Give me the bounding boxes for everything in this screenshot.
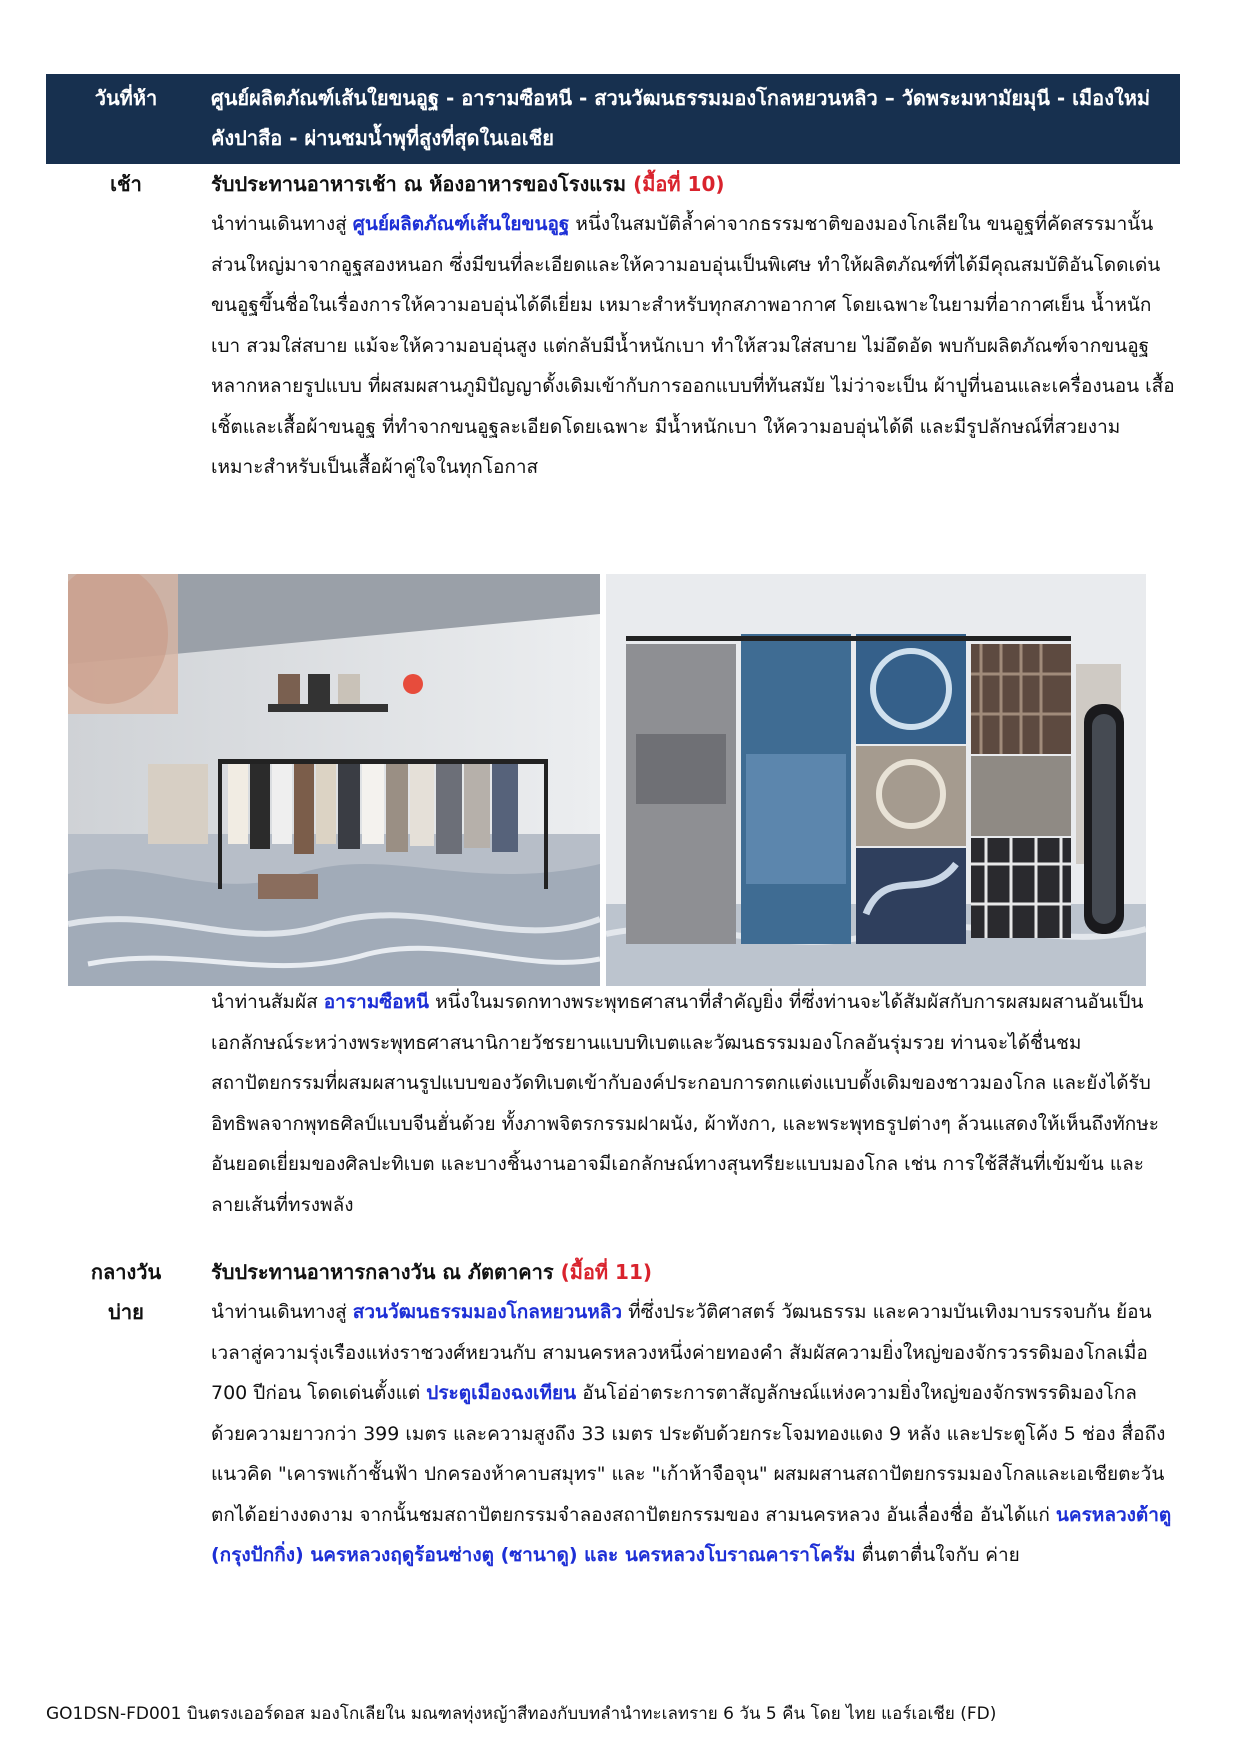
page-footer: GO1DSN-FD001 บินตรงเออร์ดอส มองโกเลียใน มณฑลทุ่งหญ้าสีทองกับบทลำนำทะเลทราย 6 วัน 5 คืน โดย ไทย แอร์เอเชีย (FD)	[46, 1704, 997, 1724]
lunch-text: รับประทานอาหารกลางวัน ณ ภัตตาคาร	[211, 1260, 561, 1284]
lunch-line	[211, 1252, 1176, 1292]
lunch-meal-number: (มื้อที่ 11)	[560, 1260, 653, 1284]
p1-intro: นำท่านเดินทางสู่	[211, 213, 353, 235]
sini-monastery-name: อารามซือหนี	[323, 991, 430, 1013]
camel-wool-paragraph	[211, 204, 1176, 488]
p2-body: หนึ่งในมรดกทางพระพุทธศาสนาที่สำคัญยิ่ง ที่ซึ่งท่านจะได้สัมผัสกับการผสมผสานอันเป็นเอกลักษณ์ระหว่างพระพุทธศาสนานิกายวัชรยานแบบทิเบตและวัฒนธรรมมองโกลอันรุ่มรวย ท่านจะได้ชื่นชมสถาปัตยกรรมที่ผสมผสานรูปแบบของวัดทิเบตเข้ากับองค์ประกอบการตกแต่งแบบดั้งเดิมของชาวมองโกล และยังได้รับอิทธิพลจากพุทธศิลป์แบบจีนฮั่นด้วย ทั้งภาพจิตรกรรมฝาผนัง, ผ้าทังกา, และพระพุทธรูปต่างๆ ล้วนแสดงให้เห็นถึงทักษะอันยอดเยี่ยมของศิลปะทิเบต และบางชิ้นงานอาจมีเอกลักษณ์ทางสุนทรียะแบบมองโกล เช่น การใช้สีสันที่เข้มข้น และลายเส้นที่ทรงพลัง	[211, 991, 1160, 1216]
breakfast-line	[211, 164, 1176, 204]
three-capitals-names: นครหลวงต้าตู (กรุงปักกิ่ง) นครหลวงฤดูร้อนซ่างตู (ซานาดู) และ นครหลวงโบราณคาราโครัม	[211, 1503, 1172, 1566]
breakfast-text: รับประทานอาหารเช้า ณ ห้องอาหารของโรงแรม	[211, 172, 634, 196]
photo-clothing-racks	[68, 574, 600, 986]
a-body-2: อันโอ่อ่าตระการตาสัญลักษณ์แห่งความยิ่งใหญ่ของจักรพรรดิมองโกล ด้วยความยาวกว่า 399 เมตร และความสูงถึง 33 เมตร ประดับด้วยกระโจมทองแดง 9 หลัง และประตูโค้ง 5 ช่อง สื่อถึงแนวคิด "เคารพเก้าชั้นฟ้า ปกครองห้าคาบสมุทร" และ "เก้าห้าจือจุน" ผสมผสานสถาปัตยกรรมมองโกลและเอเชียตะวันตกได้อย่างงดงาม จากนั้นชมสถาปัตยกรรมจำลองสถาปัตยกรรมของ สามนครหลวง อันเลื่องชื่อ อันได้แก่	[211, 1382, 1166, 1526]
p2-intro: นำท่านสัมผัส	[211, 991, 324, 1013]
sini-monastery-paragraph	[211, 982, 1176, 1225]
breakfast-meal-number: (มื้อที่ 10)	[633, 172, 725, 196]
photo-blanket-display	[606, 574, 1146, 986]
a-body-1: ที่ซึ่งประวัติศาสตร์ วัฒนธรรม และความบันเทิงมาบรรจบกัน ย้อนเวลาสู่ความรุ่งเรืองแห่งราชวงศ์หยวนกับ สามนครหลวงหนึ่งค่ายทองคำ สัมผัสความยิ่งใหญ่ของจักรวรรดิมองโกลเมื่อ 700 ปีก่อน โดดเด่นตั้งแต่	[211, 1301, 1152, 1404]
day-header	[46, 74, 1180, 164]
a-intro: นำท่านเดินทางสู่	[211, 1301, 353, 1323]
p1-body: หนึ่งในสมบัติล้ำค่าจากธรรมชาติของมองโกเลียใน ขนอูฐที่คัดสรรมานั้น ส่วนใหญ่มาจากอูฐสองหนอก ซึ่งมีขนที่ละเอียดและให้ความอบอุ่นเป็นพิเศษ ทำให้ผลิตภัณฑ์ที่ได้มีคุณสมบัติอันโดดเด่น ขนอูฐขึ้นชื่อในเรื่องการให้ความอบอุ่นได้ดีเยี่ยม เหมาะสำหรับทุกสภาพอากาศ โดยเฉพาะในยามที่อากาศเย็น น้ำหนักเบา สวมใส่สบาย แม้จะให้ความอบอุ่นสูง แต่กลับมีน้ำหนักเบา ทำให้สวมใส่สบาย ไม่อึดอัด พบกับผลิตภัณฑ์จากขนอูฐหลากหลายรูปแบบ ที่ผสมผสานภูมิปัญญาดั้งเดิมเข้ากับการออกแบบที่ทันสมัย ไม่ว่าจะเป็น ผ้าปูที่นอนและเครื่องนอน เสื้อเชิ้ตและเสื้อผ้าขนอูฐ ที่ทำจากขนอูฐละเอียดโดยเฉพาะ มีน้ำหนักเบา ให้ความอบอุ่นได้ดี และมีรูปลักษณ์ที่สวยงาม เหมาะสำหรับเป็นเสื้อผ้าคู่ใจในทุกโอกาส	[211, 213, 1175, 478]
time-label-morning: เช้า	[110, 172, 142, 196]
yuanliu-paragraph	[211, 1292, 1176, 1576]
a-body-3: ตื่นตาตื่นใจกับ ค่าย	[855, 1544, 1020, 1566]
day-title: ศูนย์ผลิตภัณฑ์เส้นใยขนอูฐ - อารามซือหนี - สวนวัฒนธรรมมองโกลหยวนหลิว – วัดพระมหามัยมุนี - เมืองใหม่คังปาสือ - ผ่านชมน้ำพุที่สูงที่สุดในเอเชีย	[211, 86, 1151, 150]
camel-wool-center-name: ศูนย์ผลิตภัณฑ์เส้นใยขนอูฐ	[352, 213, 570, 235]
time-label-afternoon: บ่าย	[108, 1300, 144, 1324]
chongtian-gate-name: ประตูเมืองฉงเทียน	[426, 1382, 577, 1404]
yuanliu-park-name: สวนวัฒนธรรมมองโกลหยวนหลิว	[352, 1301, 623, 1323]
time-label-noon: กลางวัน	[90, 1260, 162, 1284]
day-label: วันที่ห้า	[94, 86, 158, 110]
